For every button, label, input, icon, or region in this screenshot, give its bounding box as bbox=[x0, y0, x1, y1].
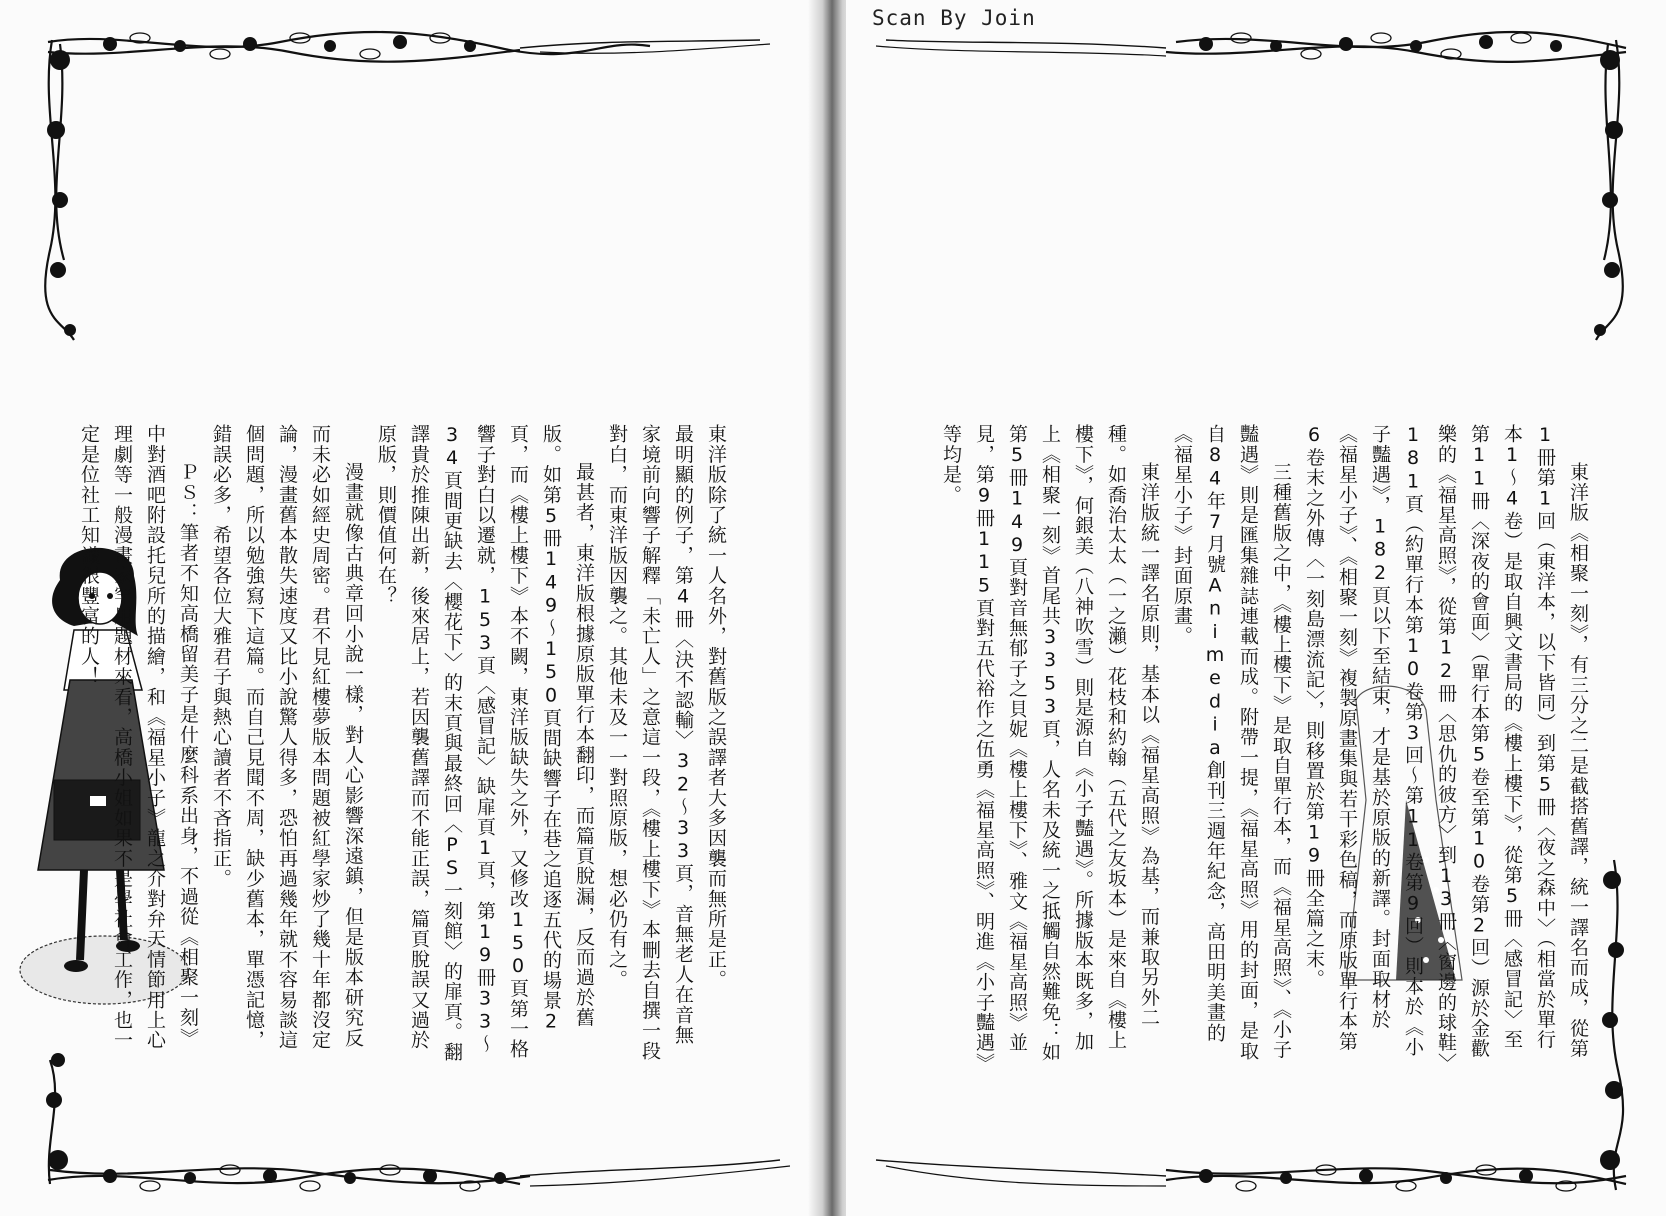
postscript-paragraph: ＰＳ：筆者不知高橋留美子是什麼科系出身，不過從《相聚一刻》中對酒吧附設托兒所的描繪，和《福星小子》龍之介對弁天情節用上心理劇等一般漫畫家罕用題材來看，高橋小姐如果不是學社會工作，也一定是位社工知識很豐富的人！ bbox=[78, 424, 199, 1051]
essay-paragraph: 東洋版除了統一人名外，對舊版之誤譯者大多因襲而無所是正。 bbox=[705, 424, 727, 990]
essay-paragraph: 東洋版《相聚一刻》，有三分之二是截搭舊譯，統一譯名而成，從第1冊第1回（東洋本，以下皆同）到第5冊〈夜之森中〉（相當於單行本1～4卷）是取自興文書局的《樓上樓下》，從第5冊〈感冒記〉至第11冊〈深夜的會面〉（單行本第5卷至第10卷第2回）源於金歡樂的《福星高照》，從第12冊〈思仇的彼方〉到13冊〈窗邊的球鞋〉181頁（約單行本第10卷第3回～第11卷第9回）則本於《小子豔遇》，182頁以下至結束，才是基於原版的新譯。封面取材於《福星小子》、《相聚一刻》複製原畫集與若干彩色稿，而原版單行本第6卷末之外傳〈一刻島漂流記〉，則移置於第19冊全篇之末。 bbox=[1303, 424, 1589, 1064]
left-essay-text bbox=[78, 424, 732, 1064]
right-essay-text bbox=[940, 424, 1594, 1064]
essay-paragraph: 最甚者，東洋版根據原版單行本翻印，而篇頁脫漏，反而過於舊版。如第5冊149～150頁間缺響子在巷之追逐五代的場景2頁，而《樓上樓下》本不闕，東洋版缺失之外，又修改150頁第一格響子對白以遷就，153頁〈感冒記〉缺扉頁1頁，第19冊33～34頁間更缺去〈櫻花下〉的末頁與最終回〈PS一刻館〉的扉頁。翻譯貴於推陳出新，後來居上，若因襲舊譯而不能正誤，篇頁脫誤又過於原版，則價值何在？ bbox=[375, 424, 595, 1063]
essay-paragraph: 最明顯的例子，第4冊〈決不認輸〉32～33頁，音無老人在音無家境前向響子解釋「未亡人」之意這一段，《樓上樓下》本刪去自撰一段對白，而東洋版因襲之。其他未及一一對照原版，想必仍有之。 bbox=[606, 424, 694, 1061]
left-page bbox=[0, 0, 820, 1216]
scan-credit: Scan By Join bbox=[872, 6, 1036, 30]
essay-paragraph: 漫畫就像古典章回小說一樣，對人心影響深遠鎮，但是版本研究反而未必如經史周密。君不見紅樓夢版本問題被紅學家炒了幾十年都沒定論，漫畫舊本散失速度又比小說驚人得多，恐怕再過幾年就不容易談這個問題，所以勉強寫下這篇。而自己見聞不周，缺少舊本，單憑記憶，錯誤必多，希望各位大雅君子與熱心讀者不吝指正。 bbox=[210, 424, 364, 1051]
essay-paragraph: 東洋版統一譯名原則，基本以《福星高照》為基，而兼取另外二種。如喬治太太（一之瀨）花枝和約翰（五代之友坂本）是來自《樓上樓下》，何銀美（八神吹雪）則是源自《小子豔遇》。所據版本既多，加上《相聚一刻》首尾共3353頁，人名未及統一之抵觸自然難免：如第5冊149頁對音無郁子之貝妮《樓上樓下》、雅文《福星高照》並見，第9冊115頁對五代裕作之伍勇《福星高照》、明進《小子豔遇》等均是。 bbox=[940, 424, 1160, 1064]
right-page bbox=[846, 0, 1666, 1216]
essay-paragraph: 三種舊版之中，《樓上樓下》是取自單行本，而《福星高照》、《小子豔遇》則是匯集雜誌連載而成。附帶一提，《福星高照》用的封面，是取自84年7月號Animedia創刊三週年紀念，高田明美畫的《福星小子》封面原畫。 bbox=[1171, 424, 1292, 1061]
